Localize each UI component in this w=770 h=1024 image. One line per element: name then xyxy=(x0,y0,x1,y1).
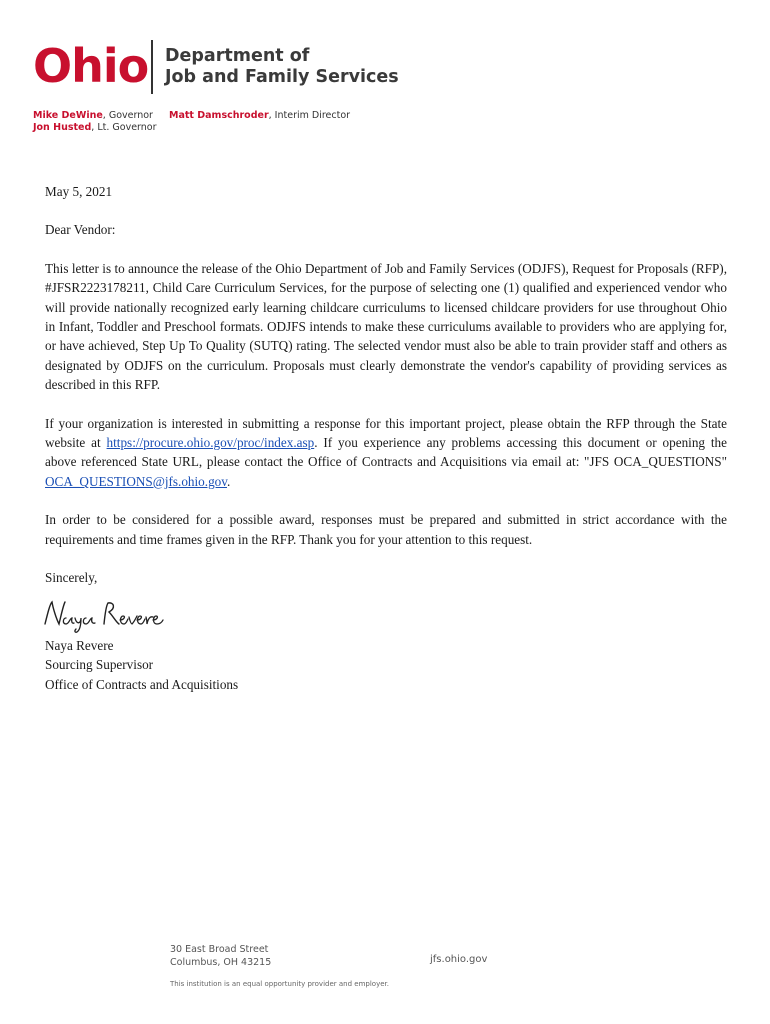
dept-line-2: Job and Family Services xyxy=(165,67,399,87)
signer-title: Sourcing Supervisor xyxy=(45,657,154,673)
equal-opportunity-statement: This institution is an equal opportunity provider and employer. xyxy=(170,980,389,988)
address-line-2: Columbus, OH 43215 xyxy=(170,956,272,968)
letter-body xyxy=(45,182,727,694)
paragraph-2-text-a: If your organization is interested in submitting a response for this important project, please obtain the RFP through the State website at xyxy=(45,415,727,451)
footer xyxy=(0,944,770,1004)
lt-governor-title: , Lt. Governor xyxy=(91,122,157,133)
paragraph-2-text-b: . If you experience any problems accessing this document or opening the above referenced State URL, please contact the Office of Contracts and Acquisitions via email at: "JFS OCA_QUESTIONS" xyxy=(45,435,727,470)
lt-governor-line xyxy=(33,122,157,134)
dept-line-1: Department of xyxy=(165,46,310,66)
procurement-link[interactable]: https://procure.ohio.gov/proc/index.asp xyxy=(106,435,315,451)
governor-name: Mike DeWine xyxy=(33,110,103,121)
signer-office: Office of Contracts and Acquisitions xyxy=(45,676,239,692)
salutation: Dear Vendor: xyxy=(45,222,116,238)
governor-block xyxy=(33,110,157,134)
paragraph-3: In order to be considered for a possible award, responses must be prepared and submitted in strict accordance with the requirements and time frames given in the RFP. Thank you for your attention to this request. xyxy=(45,512,727,547)
footer-website: jfs.ohio.gov xyxy=(430,954,488,965)
footer-address xyxy=(170,944,271,969)
letter-date: May 5, 2021 xyxy=(45,184,113,199)
logo-divider xyxy=(151,40,153,94)
closing: Sincerely, xyxy=(45,570,98,586)
signer-block xyxy=(45,636,727,695)
governor-title: , Governor xyxy=(102,110,153,121)
signer-name: Naya Revere xyxy=(45,637,114,653)
ohio-logo: Ohio xyxy=(33,39,149,93)
letterhead xyxy=(33,38,733,138)
address-line-1: 30 East Broad Street xyxy=(170,944,269,955)
department-name xyxy=(165,46,399,88)
paragraph-2-text-c: . xyxy=(227,473,231,489)
director-block xyxy=(169,110,350,122)
lt-governor-name: Jon Husted xyxy=(33,122,92,133)
director-name: Matt Damschroder xyxy=(169,110,269,121)
paragraph-1: This letter is to announce the release of the Ohio Department of Job and Family Services (ODJFS), Request for Proposals (RFP), #JFSR2223178211, Child Care Curriculum Services, for the purpose of selecting one (1) qualified and experienced vendor who will provide nationally recognized early learning childcare curriculums to licensed childcare providers for use throughout Ohio in Infant, Toddler and Preschool formats. ODJFS intends to make these curriculums available to providers who are applying for, or have achieved, Step Up To Quality (SUTQ) rating. The selected vendor must also be able to train provider staff and others as designated by ODJFS on the curriculum. Proposals must clearly demonstrate the vendor's capability of providing services as described in this RFP. xyxy=(45,260,727,393)
email-link[interactable]: OCA_QUESTIONS@jfs.ohio.gov xyxy=(45,473,227,489)
paragraph-2 xyxy=(45,414,727,492)
governor-line xyxy=(33,110,157,122)
signature-icon xyxy=(42,594,182,634)
signature xyxy=(45,594,727,636)
director-title: , Interim Director xyxy=(268,110,351,121)
